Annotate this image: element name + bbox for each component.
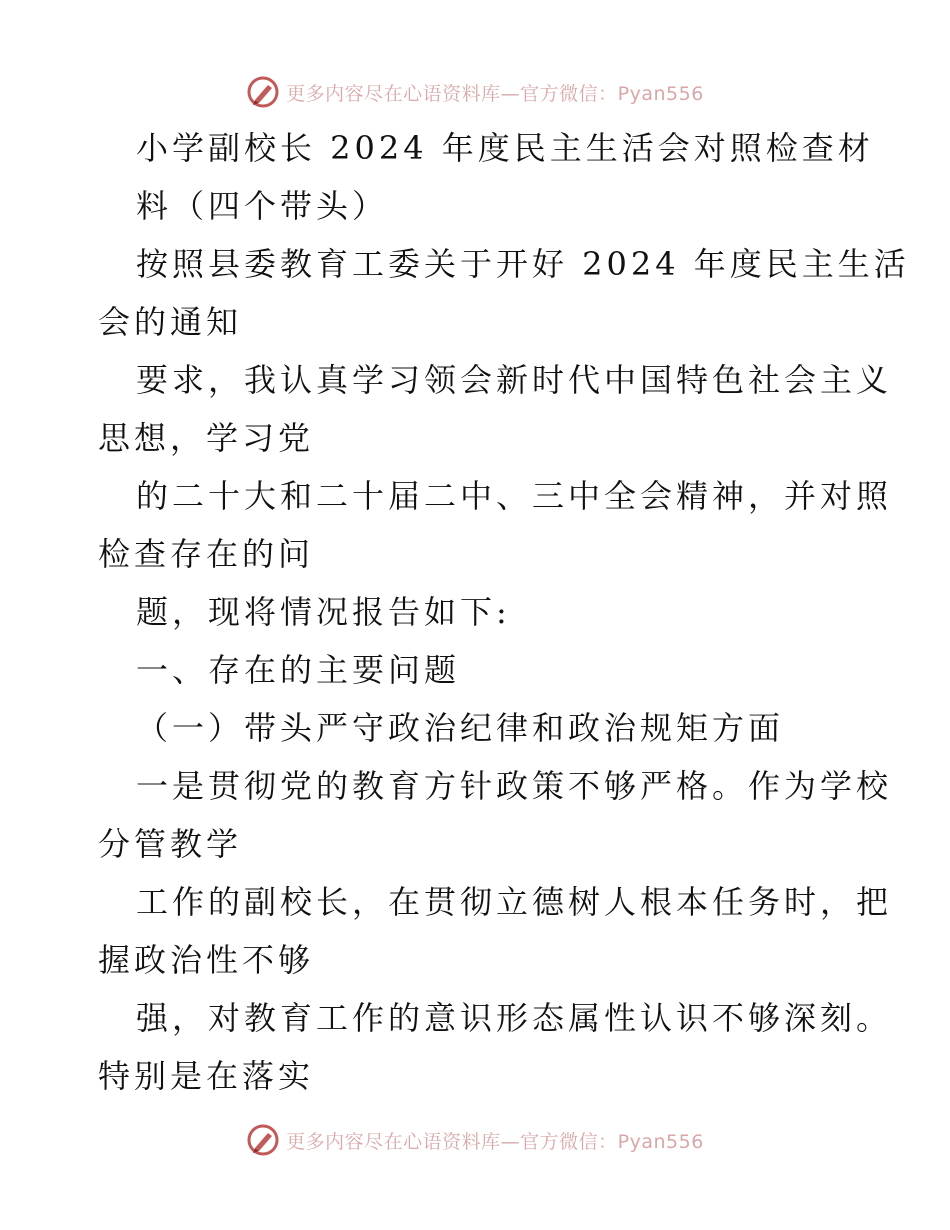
paragraph-line: 一是贯彻党的教育方针政策不够严格。作为学校: [136, 767, 893, 805]
subsection-heading: （一）带头严守政治纪律和政治规矩方面: [136, 709, 785, 747]
paragraph-line: 检查存在的问: [98, 535, 315, 573]
watermark-text: 更多内容尽在心语资料库—官方微信：Pyan556: [286, 82, 704, 105]
paragraph-line: 分管教学: [98, 825, 243, 863]
title-line-1: 小学副校长 2024 年度民主生活会对照检查材: [136, 129, 874, 167]
watermark-text: 更多内容尽在心语资料库—官方微信：Pyan556: [286, 1130, 704, 1153]
paragraph-line: 思想，学习党: [98, 419, 315, 457]
pen-logo-icon: [246, 75, 280, 109]
paragraph-line: 强，对教育工作的意识形态属性认识不够深刻。: [136, 999, 893, 1037]
paragraph-line: 题，现将情况报告如下:: [136, 593, 511, 631]
paragraph-line: 特别是在落实: [98, 1057, 315, 1095]
paragraph-line: 的二十大和二十届二中、三中全会精神，并对照: [136, 477, 893, 515]
section-heading: 一、存在的主要问题: [136, 651, 461, 689]
paragraph-line: 按照县委教育工委关于开好 2024 年度民主生活: [136, 245, 910, 283]
paragraph-line: 握政治性不够: [98, 941, 315, 979]
header-watermark: [0, 72, 950, 112]
title-line-2: 料（四个带头）: [136, 187, 389, 225]
paragraph-line: 工作的副校长，在贯彻立德树人根本任务时，把: [136, 883, 893, 921]
footer-watermark: [0, 1120, 950, 1160]
pen-logo-icon: [246, 1123, 280, 1157]
paragraph-line: 会的通知: [98, 303, 243, 341]
paragraph-line: 要求，我认真学习领会新时代中国特色社会主义: [136, 361, 893, 399]
